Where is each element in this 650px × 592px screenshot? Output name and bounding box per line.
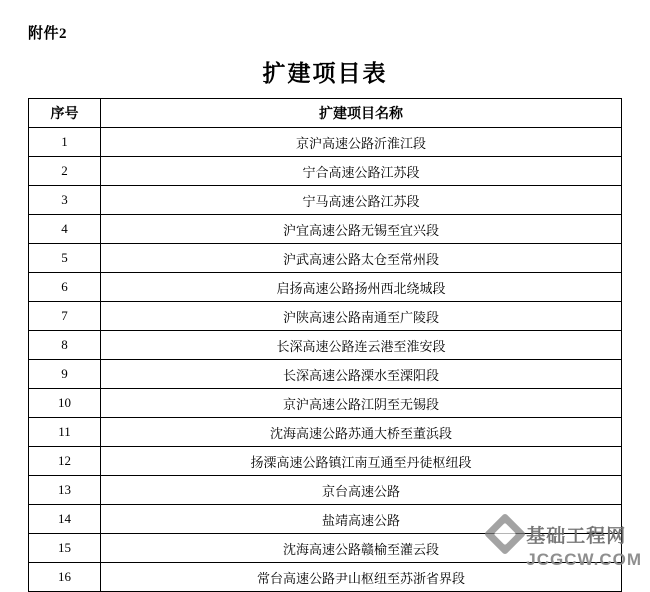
cell-seq: 2	[29, 157, 101, 186]
table-row	[29, 563, 622, 592]
cell-name: 长深高速公路连云港至淮安段	[101, 331, 622, 360]
table-row	[29, 244, 622, 273]
cell-name: 宁马高速公路江苏段	[101, 186, 622, 215]
cell-seq: 3	[29, 186, 101, 215]
table-row	[29, 273, 622, 302]
attachment-label: 附件2	[28, 26, 68, 42]
watermark-site-url: JCGCW.COM	[526, 550, 642, 569]
cell-seq: 10	[29, 389, 101, 418]
cell-name: 长深高速公路溧水至溧阳段	[101, 360, 622, 389]
cell-seq: 11	[29, 418, 101, 447]
column-header-name: 扩建项目名称	[101, 99, 622, 128]
project-table-container	[28, 98, 622, 592]
cell-seq: 4	[29, 215, 101, 244]
cell-seq: 12	[29, 447, 101, 476]
table-row	[29, 505, 622, 534]
project-table	[28, 98, 622, 592]
cell-name: 京沪高速公路沂淮江段	[101, 128, 622, 157]
cell-seq: 6	[29, 273, 101, 302]
cell-name: 扬溧高速公路镇江南互通至丹徒枢纽段	[101, 447, 622, 476]
cell-seq: 14	[29, 505, 101, 534]
table-row	[29, 360, 622, 389]
cell-name: 盐靖高速公路	[101, 505, 622, 534]
cell-seq: 7	[29, 302, 101, 331]
cell-name: 沈海高速公路赣榆至灌云段	[101, 534, 622, 563]
watermark-site-name: 基础工程网	[526, 525, 627, 547]
cell-seq: 1	[29, 128, 101, 157]
cell-name: 沪陕高速公路南通至广陵段	[101, 302, 622, 331]
table-row	[29, 476, 622, 505]
table-row	[29, 157, 622, 186]
table-row	[29, 389, 622, 418]
page-title: 扩建项目表	[262, 61, 388, 86]
table-row	[29, 215, 622, 244]
cell-seq: 16	[29, 563, 101, 592]
table-row	[29, 418, 622, 447]
table-row	[29, 447, 622, 476]
cell-seq: 9	[29, 360, 101, 389]
table-row	[29, 534, 622, 563]
cell-seq: 13	[29, 476, 101, 505]
cell-name: 启扬高速公路扬州西北绕城段	[101, 273, 622, 302]
cell-seq: 15	[29, 534, 101, 563]
table-header-row	[29, 99, 622, 128]
cell-name: 沪宜高速公路无锡至宜兴段	[101, 215, 622, 244]
cell-name: 沪武高速公路太仓至常州段	[101, 244, 622, 273]
table-row	[29, 186, 622, 215]
table-row	[29, 128, 622, 157]
cell-name: 宁合高速公路江苏段	[101, 157, 622, 186]
cell-name: 常台高速公路尹山枢纽至苏浙省界段	[101, 563, 622, 592]
cell-seq: 8	[29, 331, 101, 360]
cell-seq: 5	[29, 244, 101, 273]
table-row	[29, 331, 622, 360]
cell-name: 京台高速公路	[101, 476, 622, 505]
cell-name: 沈海高速公路苏通大桥至董浜段	[101, 418, 622, 447]
column-header-seq: 序号	[29, 99, 101, 128]
table-row	[29, 302, 622, 331]
cell-name: 京沪高速公路江阴至无锡段	[101, 389, 622, 418]
